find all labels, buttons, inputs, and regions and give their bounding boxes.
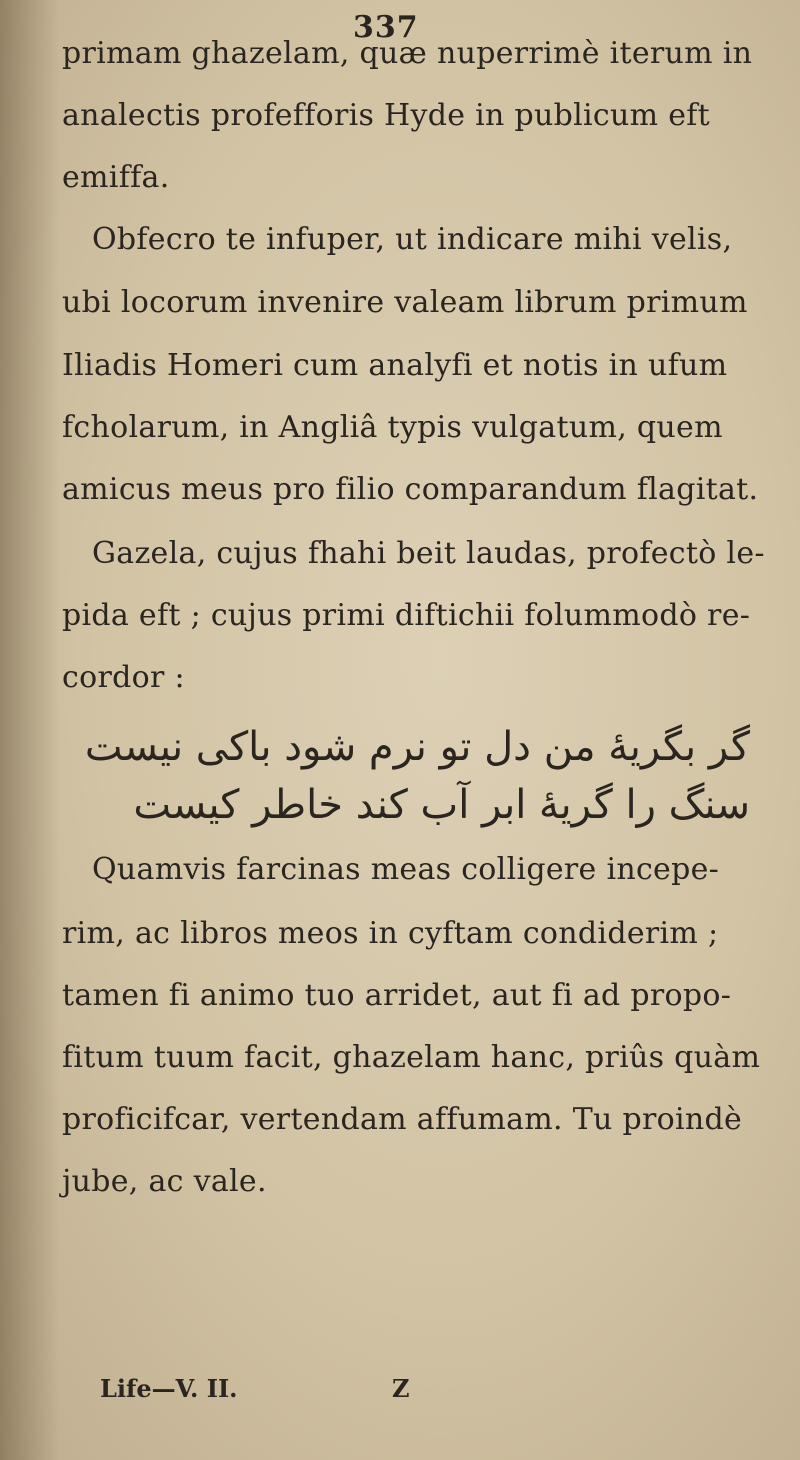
signature-mark: Life—V. II.	[100, 1374, 238, 1403]
text-line-2: analectis profefforis Hyde in publicum eft	[62, 98, 711, 133]
text-line-12: Quamvis farcinas meas colligere incepe-	[92, 852, 720, 887]
text-line-3: emiffa.	[62, 160, 170, 195]
text-line-15: fitum tuum facit, ghazelam hanc, priûs quàm	[62, 1040, 761, 1075]
signature-letter: Z	[392, 1374, 410, 1403]
text-line-10: pida eft ; cujus primi diftichii folummodò re-	[62, 598, 751, 633]
text-line-8: amicus meus pro filio comparandum flagitat.	[62, 472, 759, 507]
text-line-5: ubi locorum invenire valeam librum primum	[62, 285, 748, 320]
text-line-6: Iliadis Homeri cum analyfi et notis in ufum	[62, 348, 728, 383]
persian-verse-line-1: گر بگریهٔ من دل تو نرم شود باکی نیست	[84, 724, 750, 770]
text-line-11: cordor :	[62, 660, 185, 695]
text-line-17: jube, ac vale.	[62, 1164, 267, 1199]
text-line-16: proficifcar, vertendam affumam. Tu proindè	[62, 1102, 743, 1137]
text-line-14: tamen fi animo tuo arridet, aut fi ad propo-	[62, 978, 732, 1013]
text-line-7: fcholarum, in Angliâ typis vulgatum, quem	[62, 410, 723, 445]
page-number: 337	[353, 10, 419, 45]
text-line-4: Obfecro te infuper, ut indicare mihi velis,	[92, 222, 733, 257]
page-edge-shadow	[0, 0, 60, 1460]
text-line-9: Gazela, cujus fhahi beit laudas, profectò le-	[92, 536, 765, 571]
text-line-1: primam ghazelam, quæ nuperrimè iterum in	[62, 36, 753, 71]
persian-verse-line-2: سنگ را گریهٔ ابر آب کند خاطر کیست	[133, 782, 750, 828]
text-line-13: rim, ac libros meos in cyftam condiderim ;	[62, 916, 719, 951]
